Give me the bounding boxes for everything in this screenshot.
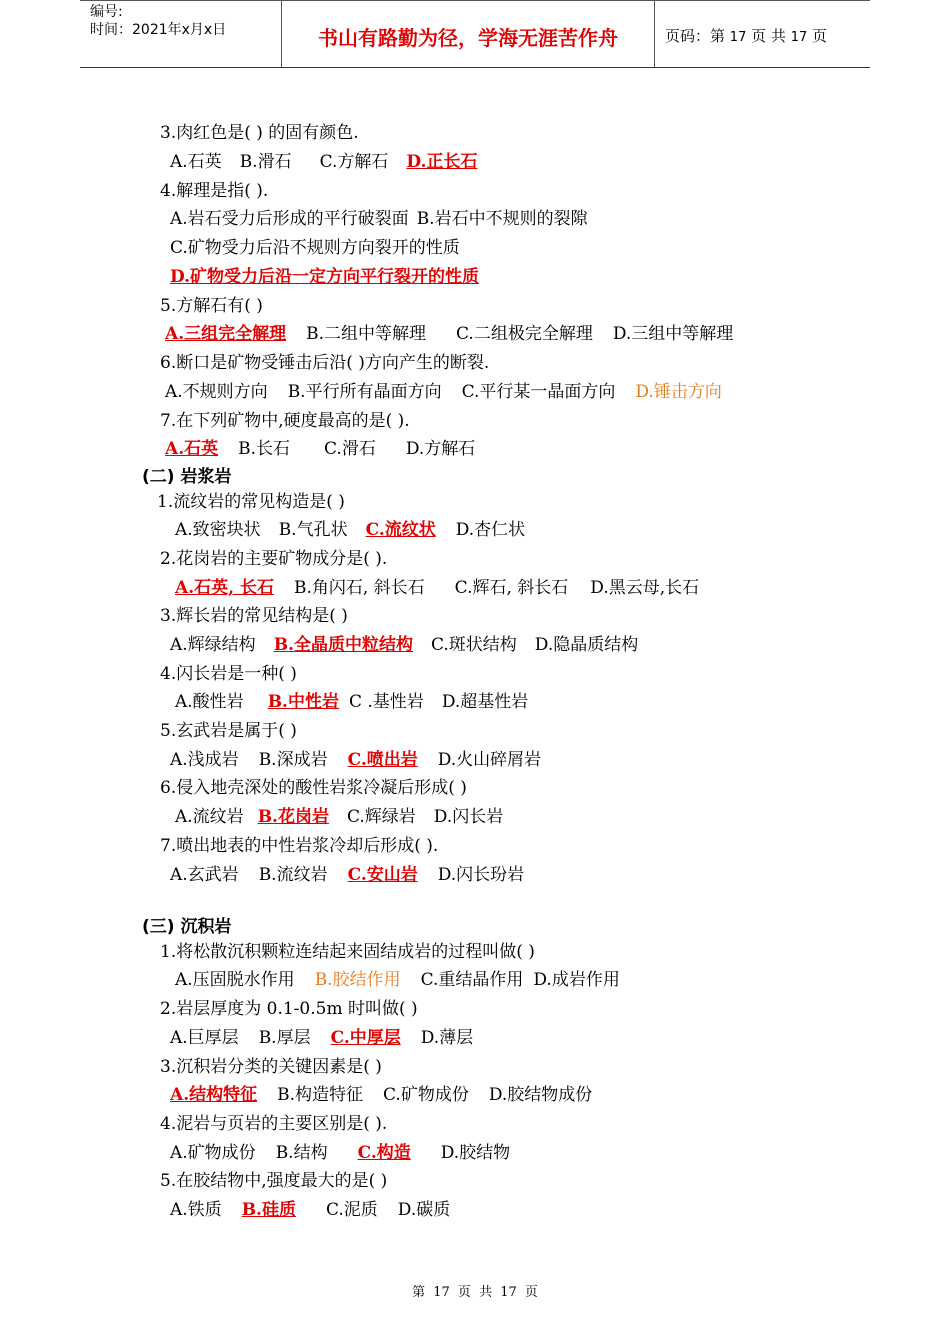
option-d: D.闪长玢岩 <box>437 865 525 885</box>
option-d: D.黑云母,长石 <box>590 578 700 598</box>
question-stem: 1.将松散沉积颗粒连结起来固结成岩的过程叫做( ) <box>160 942 535 962</box>
header-page-info <box>665 25 827 46</box>
option-c: C.矿物成份 <box>383 1085 469 1105</box>
option-a: A.浅成岩 <box>170 750 239 770</box>
correct-option: C.安山岩 <box>347 865 418 885</box>
correct-option: B.中性岩 <box>267 692 339 712</box>
option-c: C.辉绿岩 <box>346 807 416 827</box>
option-a: A.辉绿结构 <box>170 635 256 655</box>
question-stem: 2.岩层厚度为 0.1-0.5m 时叫做( ) <box>160 999 418 1019</box>
option-b: B.构造特征 <box>277 1085 364 1105</box>
page-current: 17 <box>729 30 747 45</box>
question-stem: 4.闪长岩是一种( ) <box>160 664 297 684</box>
correct-option: B.硅质 <box>241 1200 296 1220</box>
option-c: C.斑状结构 <box>430 635 517 655</box>
option-a: A.铁质 <box>170 1200 222 1220</box>
option-d: D.火山碎屑岩 <box>437 750 542 770</box>
footer-text: 页 <box>524 1285 538 1300</box>
options-line <box>175 577 699 599</box>
option-d-highlight: D.锤击方向 <box>635 382 722 402</box>
option-a: A.流纹岩 <box>175 807 244 827</box>
option-d: D.闪长岩 <box>433 807 504 827</box>
option-a: A.不规则方向 <box>165 382 268 402</box>
document-header <box>80 0 870 68</box>
option-d: D.三组中等解理 <box>612 324 734 344</box>
option-a: A.石英 <box>170 152 222 172</box>
question-stem: 6.断口是矿物受锤击后沿( )方向产生的断裂. <box>160 353 490 373</box>
question-stem: 7.在下列矿物中,硬度最高的是( ). <box>160 411 410 431</box>
options-line <box>165 438 475 460</box>
question-stem: 6.侵入地壳深处的酸性岩浆冷凝后形成( ) <box>160 778 467 798</box>
question-stem: 5.方解石有( ) <box>160 296 263 316</box>
section-title: (二) 岩浆岩 <box>142 467 232 487</box>
option-b: B.二组中等解理 <box>306 324 427 344</box>
option-d: D.隐晶质结构 <box>534 635 639 655</box>
correct-option: C.构造 <box>357 1143 411 1163</box>
footer-text: 共 <box>479 1285 493 1300</box>
options-line <box>170 1199 450 1221</box>
option-d: D.胶结物 <box>440 1143 511 1163</box>
options-line <box>165 381 722 403</box>
options-line <box>175 806 503 828</box>
option-c: C.辉石, 斜长石 <box>454 578 569 598</box>
option-b: B.结构 <box>275 1143 328 1163</box>
option-c: C.泥质 <box>325 1200 378 1220</box>
correct-option: A.石英, 长石 <box>175 578 274 598</box>
options-line <box>165 323 733 345</box>
option-d: D.杏仁状 <box>455 520 526 540</box>
question-stem: 3.辉长岩的常见结构是( ) <box>160 606 348 626</box>
option-b: B.平行所有晶面方向 <box>287 382 442 402</box>
option-c: C.矿物受力后沿不规则方向裂开的性质 <box>170 238 460 258</box>
option-d: D.成岩作用 <box>533 970 620 990</box>
header-divider <box>654 0 655 68</box>
correct-option <box>170 266 479 288</box>
question-stem: 3.沉积岩分类的关键因素是( ) <box>160 1057 382 1077</box>
option-c: C.方解石 <box>319 152 389 172</box>
question-stem: 5.玄武岩是属于( ) <box>160 721 297 741</box>
options-line <box>170 1142 510 1164</box>
page-prefix: 页码：第 <box>665 27 726 45</box>
option-b: B.厚层 <box>258 1028 311 1048</box>
options-line <box>170 864 524 886</box>
header-meta <box>90 3 226 39</box>
section-title: (三) 沉积岩 <box>142 917 232 937</box>
page-footer <box>0 1281 950 1300</box>
option-b: B.流纹岩 <box>258 865 328 885</box>
time-label: 时间：2021年x月x日 <box>90 22 227 38</box>
header-bottom-border <box>80 67 870 68</box>
code-label: 编号: <box>90 4 123 20</box>
header-motto: 书山有路勤为径，学海无涯苦作舟 <box>318 26 618 50</box>
correct-option: C.中厚层 <box>330 1028 401 1048</box>
option-a: A.酸性岩 <box>175 692 244 712</box>
footer-text: 第 <box>412 1285 426 1300</box>
option-b-highlight: B.胶结作用 <box>314 970 401 990</box>
option-b: B.岩石中不规则的裂隙 <box>416 209 588 229</box>
option-d: D.方解石 <box>405 439 476 459</box>
footer-page-current: 17 <box>433 1285 450 1300</box>
options-line <box>170 1084 592 1106</box>
options-line <box>170 1027 473 1049</box>
option-c: C.平行某一晶面方向 <box>461 382 616 402</box>
correct-option: A.三组完全解理 <box>165 324 287 344</box>
option-a: A.玄武岩 <box>170 865 239 885</box>
option-c: C.滑石 <box>324 439 376 459</box>
option-b: B.长石 <box>238 439 291 459</box>
options-line <box>170 749 541 771</box>
option-d: D.薄层 <box>420 1028 474 1048</box>
header-top-border <box>80 0 870 1</box>
option-a: A.压固脱水作用 <box>175 970 295 990</box>
option-d: D.超基性岩 <box>441 692 529 712</box>
option-b: B.气孔状 <box>278 520 348 540</box>
option-a: A.矿物成份 <box>170 1143 256 1163</box>
footer-page-total: 17 <box>500 1285 517 1300</box>
option-a: A.岩石受力后形成的平行破裂面 <box>170 209 409 229</box>
question-stem: 4.解理是指( ). <box>160 181 269 201</box>
options-line <box>170 151 477 173</box>
page-mid: 页 共 <box>751 27 786 45</box>
page-suffix: 页 <box>812 27 828 45</box>
option-c: C.重结晶作用 <box>420 970 524 990</box>
option-a: A.致密块状 <box>175 520 261 540</box>
correct-option: A.结构特征 <box>170 1085 258 1105</box>
option-d: D.碳质 <box>397 1200 451 1220</box>
option-a: A.巨厚层 <box>170 1028 239 1048</box>
page-total: 17 <box>790 30 808 45</box>
question-stem: 7.喷出地表的中性岩浆冷却后形成( ). <box>160 836 439 856</box>
options-line <box>170 634 638 656</box>
options-line <box>175 691 528 713</box>
correct-option: A.石英 <box>165 439 219 459</box>
option-c: C .基性岩 <box>348 692 424 712</box>
question-stem: 4.泥岩与页岩的主要区别是( ). <box>160 1114 388 1134</box>
correct-option: B.花岗岩 <box>257 807 329 827</box>
question-stem: 3.肉红色是( ) 的固有颜色. <box>160 123 359 143</box>
option-c: C.二组极完全解理 <box>456 324 593 344</box>
correct-option: C.流纹状 <box>365 520 436 540</box>
correct-option: C.喷出岩 <box>347 750 418 770</box>
option-b: B.滑石 <box>239 152 292 172</box>
question-stem: 1.流纹岩的常见构造是( ) <box>157 492 345 512</box>
correct-option: B.全晶质中粒结构 <box>273 635 413 655</box>
correct-option-text: D.矿物受力后沿一定方向平行裂开的性质 <box>170 267 480 287</box>
question-stem: 2.花岗岩的主要矿物成分是( ). <box>160 549 388 569</box>
question-stem: 5.在胶结物中,强度最大的是( ) <box>160 1171 388 1191</box>
options-line <box>175 519 525 541</box>
footer-text: 页 <box>457 1285 471 1300</box>
option-b: B.深成岩 <box>258 750 328 770</box>
options-line <box>175 969 620 991</box>
option-b: B.角闪石, 斜长石 <box>293 578 425 598</box>
option-d: D.胶结物成份 <box>488 1085 593 1105</box>
options-line <box>170 208 588 230</box>
correct-option: D.正长石 <box>406 152 478 172</box>
